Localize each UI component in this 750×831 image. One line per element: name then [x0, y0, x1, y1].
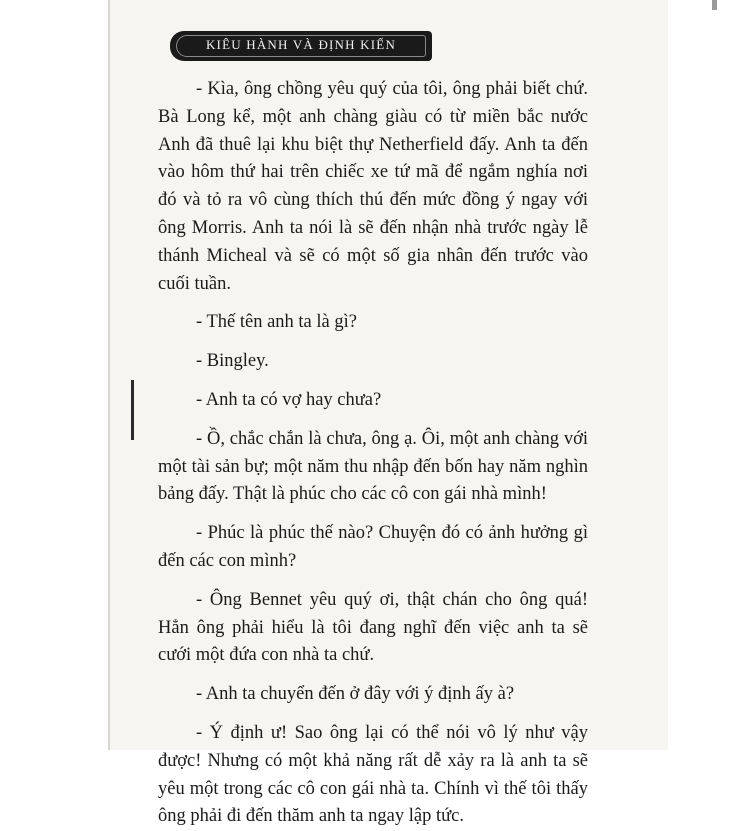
paragraph: - Ồ, chắc chắn là chưa, ông ạ. Ôi, một anh chàng với một tài sản bự; một năm thu nhập đến bốn hay năm nghìn bảng đấy. Thật là phúc cho các cô con gái nhà mình!	[158, 428, 588, 505]
margin-mark	[131, 380, 134, 440]
paragraph: - Ông Bennet yêu quý ơi, thật chán cho ông quá! Hẳn ông phải hiểu là tôi đang nghĩ đến việc anh ta sẽ cưới một đứa con nhà ta chứ.	[158, 589, 588, 666]
paragraph: - Ý định ư! Sao ông lại có thể nói vô lý như vậy được! Nhưng có một khả năng rất dễ xảy ra là anh ta sẽ yêu một trong các cô con gái nhà ta. Chính vì thế tôi thấy ông phải đi đến thăm anh ta ngay lập tức.	[158, 722, 588, 827]
book-title: KIÊU HÀNH VÀ ĐỊNH KIẾN	[205, 37, 397, 52]
paragraph: - Anh ta chuyển đến ở đây với ý định ấy à?	[196, 684, 515, 705]
paragraph: - Kìa, ông chồng yêu quý của tôi, ông phải biết chứ. Bà Long kể, một anh chàng giàu có từ miền bắc nước Anh đã thuê lại khu biệt thự Netherfield đấy. Anh ta đến vào hôm thứ hai trên chiếc xe tứ mã để ngắm nghía nơi đó và tỏ ra vô cùng thích thú đến mức đồng ý ngay với ông Morris. Anh ta nói là sẽ đến nhận nhà trước ngày lễ thánh Micheal và sẽ có một số gia nhân đến trước vào cuối tuần.	[158, 79, 588, 294]
corner-mark	[712, 0, 717, 10]
paragraph: - Thế tên anh ta là gì?	[196, 312, 357, 333]
paragraph: - Phúc là phúc thế nào? Chuyện đó có ảnh hưởng gì đến các con mình?	[158, 523, 588, 571]
paragraph: - Bingley.	[196, 351, 269, 372]
paragraph: - Anh ta có vợ hay chưa?	[196, 389, 382, 410]
running-header	[170, 31, 432, 61]
page-body	[158, 76, 588, 831]
page-edge	[108, 0, 110, 750]
